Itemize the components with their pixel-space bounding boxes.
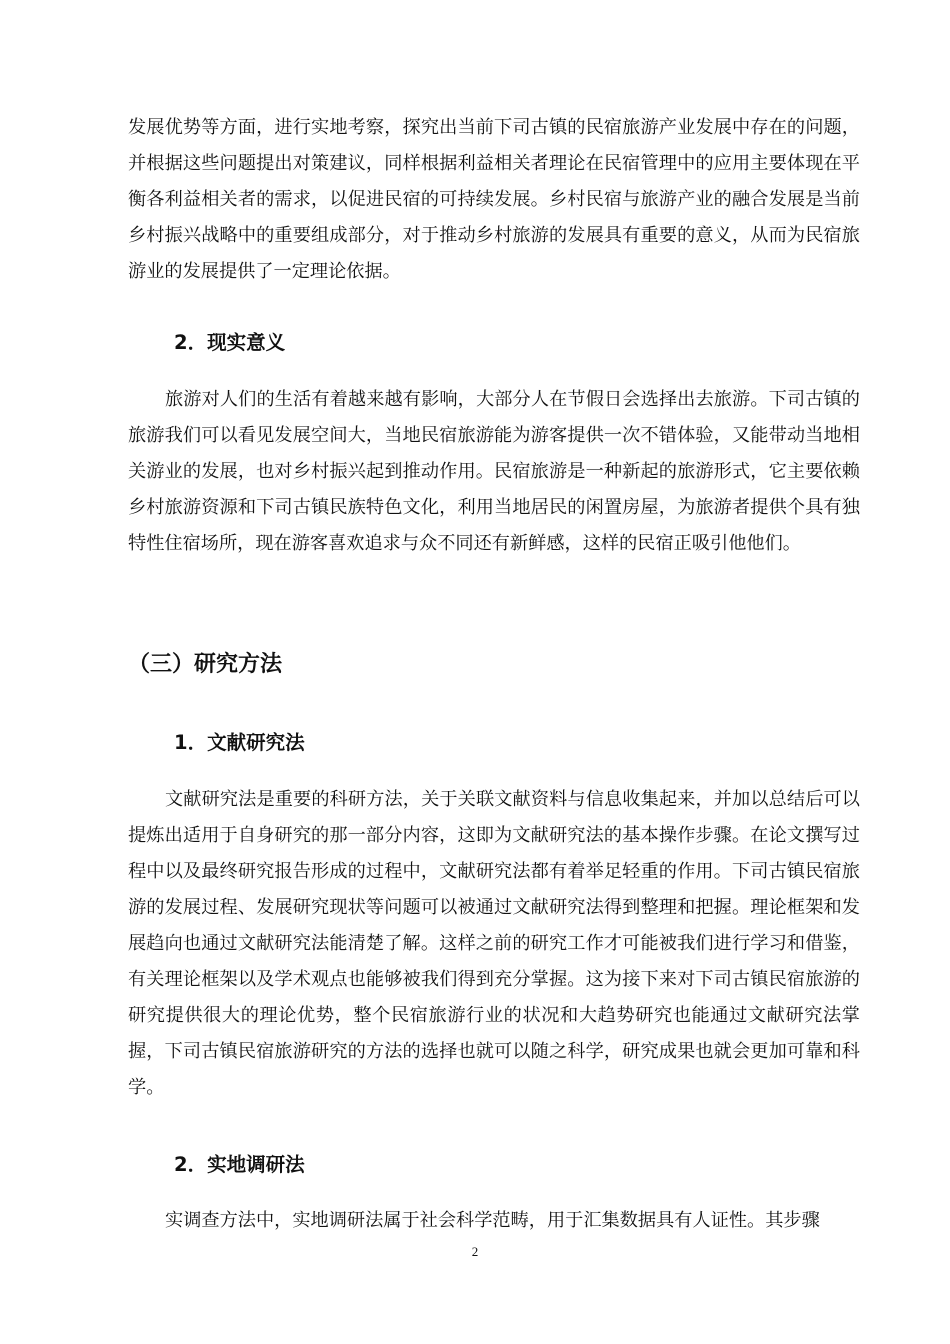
paragraph-literature-method: 文献研究法是重要的科研方法，关于关联文献资料与信息收集起来，并加以总结后可以提炼出适用于自身研究的那一部分内容，这即为文献研究法的基本操作步骤。在论文撰写过程中以及最终研究报告形成的过程中，文献研究法都有着举足轻重的作用。下司古镇民宿旅游的发展过程、发展研究现状等问题可以被通过文献研究法得到整理和把握。理论框架和发展趋向也通过文献研究法能清楚了解。这样之前的研究工作才可能被我们进行学习和借鉴，有关理论框架以及学术观点也能够被我们得到充分掌握。这为接下来对下司古镇民宿旅游的研究提供很大的理论优势，整个民宿旅游行业的状况和大趋势研究也能通过文献研究法掌握，下司古镇民宿旅游研究的方法的选择也就可以随之科学，研究成果也就会更加可靠和科学。 [128, 789, 860, 1098]
page-number: 2 [471, 1244, 479, 1259]
heading-field-method: 2．实地调研法 [174, 1153, 305, 1176]
heading-practical-significance: 2．现实意义 [174, 331, 286, 354]
paragraph-field-method: 实调查方法中，实地调研法属于社会科学范畴，用于汇集数据具有人证性。其步骤 [165, 1210, 820, 1231]
paragraph-intro-continued: 发展优势等方面，进行实地考察，探究出当前下司古镇的民宿旅游产业发展中存在的问题，并根据这些问题提出对策建议，同样根据利益相关者理论在民宿管理中的应用主要体现在平衡各利益相关者的需求，以促进民宿的可持续发展。乡村民宿与旅游产业的融合发展是当前乡村振兴战略中的重要组成部分，对于推动乡村旅游的发展具有重要的意义，从而为民宿旅游业的发展提供了一定理论依据。 [128, 117, 860, 282]
heading-research-methods: （三）研究方法 [128, 652, 283, 677]
heading-literature-method: 1．文献研究法 [174, 731, 305, 754]
paragraph-practical-significance: 旅游对人们的生活有着越来越有影响，大部分人在节假日会选择出去旅游。下司古镇的旅游我们可以看见发展空间大，当地民宿旅游能为游客提供一次不错体验，又能带动当地相关游业的发展，也对乡村振兴起到推动作用。民宿旅游是一种新起的旅游形式，它主要依赖乡村旅游资源和下司古镇民族特色文化，利用当地居民的闲置房屋，为旅游者提供个具有独特性住宿场所，现在游客喜欢追求与众不同还有新鲜感，这样的民宿正吸引他他们。 [128, 389, 860, 554]
